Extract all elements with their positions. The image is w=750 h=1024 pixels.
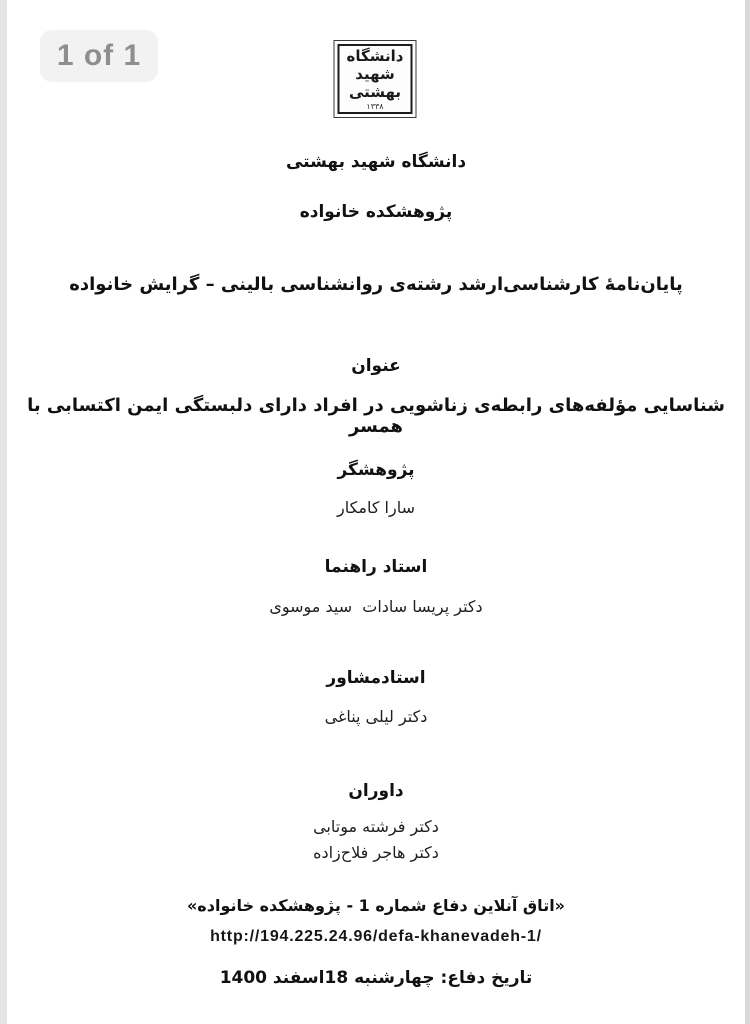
seal-text-line: بهشتی: [348, 83, 402, 101]
advisor-label: استادمشاور: [326, 668, 426, 688]
advisor-name: دکتر لیلی پناغی: [324, 707, 428, 726]
researcher-name: سارا کامکار: [336, 498, 416, 517]
institute-name: پژوهشکده خانواده: [299, 202, 453, 222]
title-label: عنوان: [351, 356, 401, 376]
seal-text-line: دانشگاه: [346, 47, 404, 65]
supervisor-name: دکتر پریسا سادات سید موسوی: [269, 597, 483, 616]
university-seal-inner: [338, 44, 413, 114]
referees-label: داوران: [348, 781, 404, 801]
page-count-badge: 1 of 1: [40, 30, 158, 82]
right-edge-strip: [745, 0, 750, 1024]
supervisor-label: استاد راهنما: [324, 557, 428, 577]
university-name: دانشگاه شهید بهشتی: [285, 152, 467, 172]
researcher-label: پژوهشگر: [337, 460, 415, 480]
left-edge-strip: [0, 0, 7, 1024]
referee-name: دکتر هاجر فلاح‌زاده: [313, 843, 439, 862]
seal-year: ۱۳۳۸: [366, 102, 384, 111]
defense-date-line: تاریخ دفاع: چهارشنبه 18اسفند 1400: [219, 968, 533, 988]
degree-line: پایان‌نامهٔ کارشناسی‌ارشد رشته‌ی روانشناسی بالینی – گرایش خانواده: [69, 274, 683, 295]
defense-room-line: «اتاق آنلاین دفاع شماره 1 - پژوهشکده خانواده»: [186, 896, 566, 915]
referee-name: دکتر فرشته موتابی: [313, 817, 439, 836]
seal-text-line: شهید: [355, 65, 395, 83]
thesis-title: شناسایی مؤلفه‌های رابطه‌ی زناشویی در افراد دارای دلبستگی ایمن اکتسابی با همسر: [20, 395, 725, 437]
university-seal-logo: [334, 40, 417, 118]
defense-url-link[interactable]: http://194.225.24.96/defa-khanevadeh-1/: [210, 928, 542, 945]
